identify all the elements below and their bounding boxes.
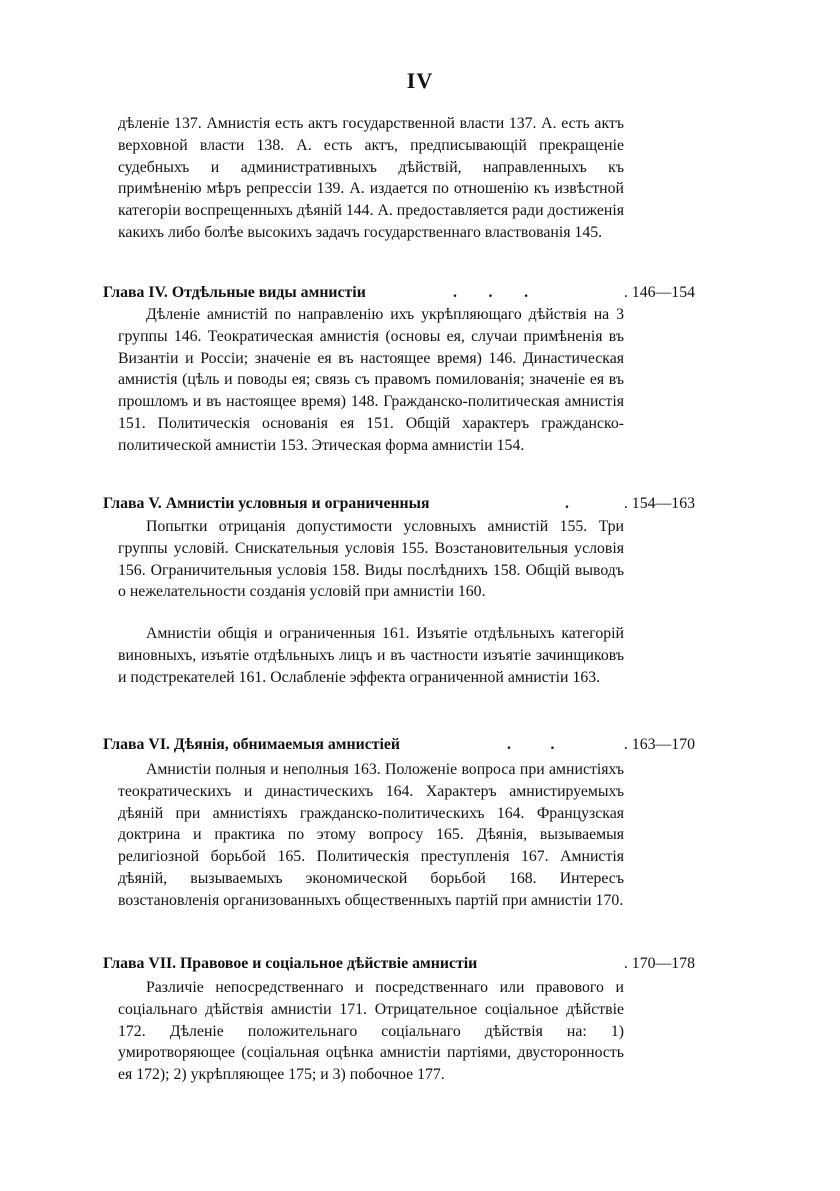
chapter-5-summary-2: Амнистіи общія и ограниченныя 161. Изъятіе отдѣльныхъ категорій виновныхъ, изъятіе отдѣльныхъ лицъ и въ частности изъятіе зачинщиковъ и подстрекателей 161. Ослабленіе эффекта ограниченной амнистіи 163. (118, 625, 624, 686)
chapter-4-label: Глава IV. (103, 284, 168, 301)
chapter-4-summary: Дѣленіе амнистій по направленію ихъ укрѣпляющаго дѣйствія на 3 группы 146. Теократическая амнистія (основы ея, случаи примѣненія въ Византіи и Россіи; значеніе ея въ настоящее время) 146. Династическая амнистія (цѣль и поводы ея; связь съ правомъ помилованія; значеніе ея въ прошломъ и въ настоящее время) 148. Гражданско-политическая амнистія 151. Политическія основанія ея 151. Общій характеръ гражданско-политической амнистіи 153. Этическая форма амнистіи 154. (118, 306, 624, 454)
chapter-6-pages: . 163—170 (623, 736, 695, 753)
chapter-7-heading (103, 953, 695, 975)
chapter-4-pages: . 146—154 (623, 284, 695, 301)
chapter-6-heading (103, 734, 695, 756)
leader-dots: . (565, 495, 569, 512)
chapter-6-label: Глава VI. (103, 736, 170, 753)
chapter-7-summary: Различіе непосредственнаго и посредственнаго или правового и соціальнаго дѣйствія амнистіи 171. Отрицательное соціальное дѣйствіе 172. Дѣленіе положительнаго соціальнаго дѣйствія на: 1) умиротворяющее (соціальная оцѣнка амнистіи партіями, двусторонность ея 172); 2) укрѣпляющее 175; и 3) побочное 177. (118, 979, 624, 1084)
chapter-5-heading (103, 493, 695, 515)
chapter-4-title: Отдѣльные виды амнистіи (171, 284, 366, 301)
chapter-6-summary: Амнистіи полныя и неполныя 163. Положеніе вопроса при амнистіяхъ теократическихъ и династическихъ 164. Характеръ амнистируемыхъ дѣяній при амнистіяхъ гражданско-политическихъ 164. Французская доктрина и практика по этому вопросу 165. Дѣянія, вызываемыя религіозной борьбой 165. Политическія преступленія 167. Амнистія дѣяній, вызываемыхъ экономической борьбой 168. Интересъ возстановленія организованныхъ общественныхъ партій при амнистіи 170. (118, 761, 624, 909)
chapter-6-title: Дѣянія, обнимаемыя амнистіей (173, 736, 400, 753)
chapter-5-pages: . 154—163 (623, 495, 695, 512)
leader-dots: . . (507, 736, 555, 753)
chapter-7-pages: . 170—178 (623, 955, 695, 972)
chapter-4-heading (103, 282, 695, 304)
chapter-5-summary-1: Попытки отрицанія допустимости условныхъ амнистій 155. Три группы условій. Снискательныя условія 155. Возстановительныя условія 156. Ограничительныя условія 158. Виды послѣднихъ 158. Общій выводъ о нежелательности созданія условій при амнистіи 160. (118, 518, 624, 601)
leader-dots: . . . (453, 284, 529, 301)
chapter-7-title: Правовое и соціальное дѣйствіе амнистіи (180, 955, 478, 972)
chapter-7-label: Глава VII. (103, 955, 177, 972)
chapter-5-label: Глава V. (103, 495, 162, 512)
intro-paragraph: дѣленіе 137. Амнистія есть актъ государственной власти 137. А. есть актъ верховной власти 138. А. есть актъ, предписывающій прекращеніе судебныхъ и административныхъ дѣйствій, направленныхъ къ примѣненію мѣръ репрессіи 139. А. издается по отношенію къ извѣстной категоріи воспрещенныхъ дѣяній 144. А. предоставляется ради достиженія какихъ либо болѣе высокихъ задачъ государственнаго властвованія 145. (118, 115, 624, 241)
chapter-5-title: Амнистіи условныя и ограниченныя (165, 495, 430, 512)
page-number: IV (406, 68, 434, 93)
